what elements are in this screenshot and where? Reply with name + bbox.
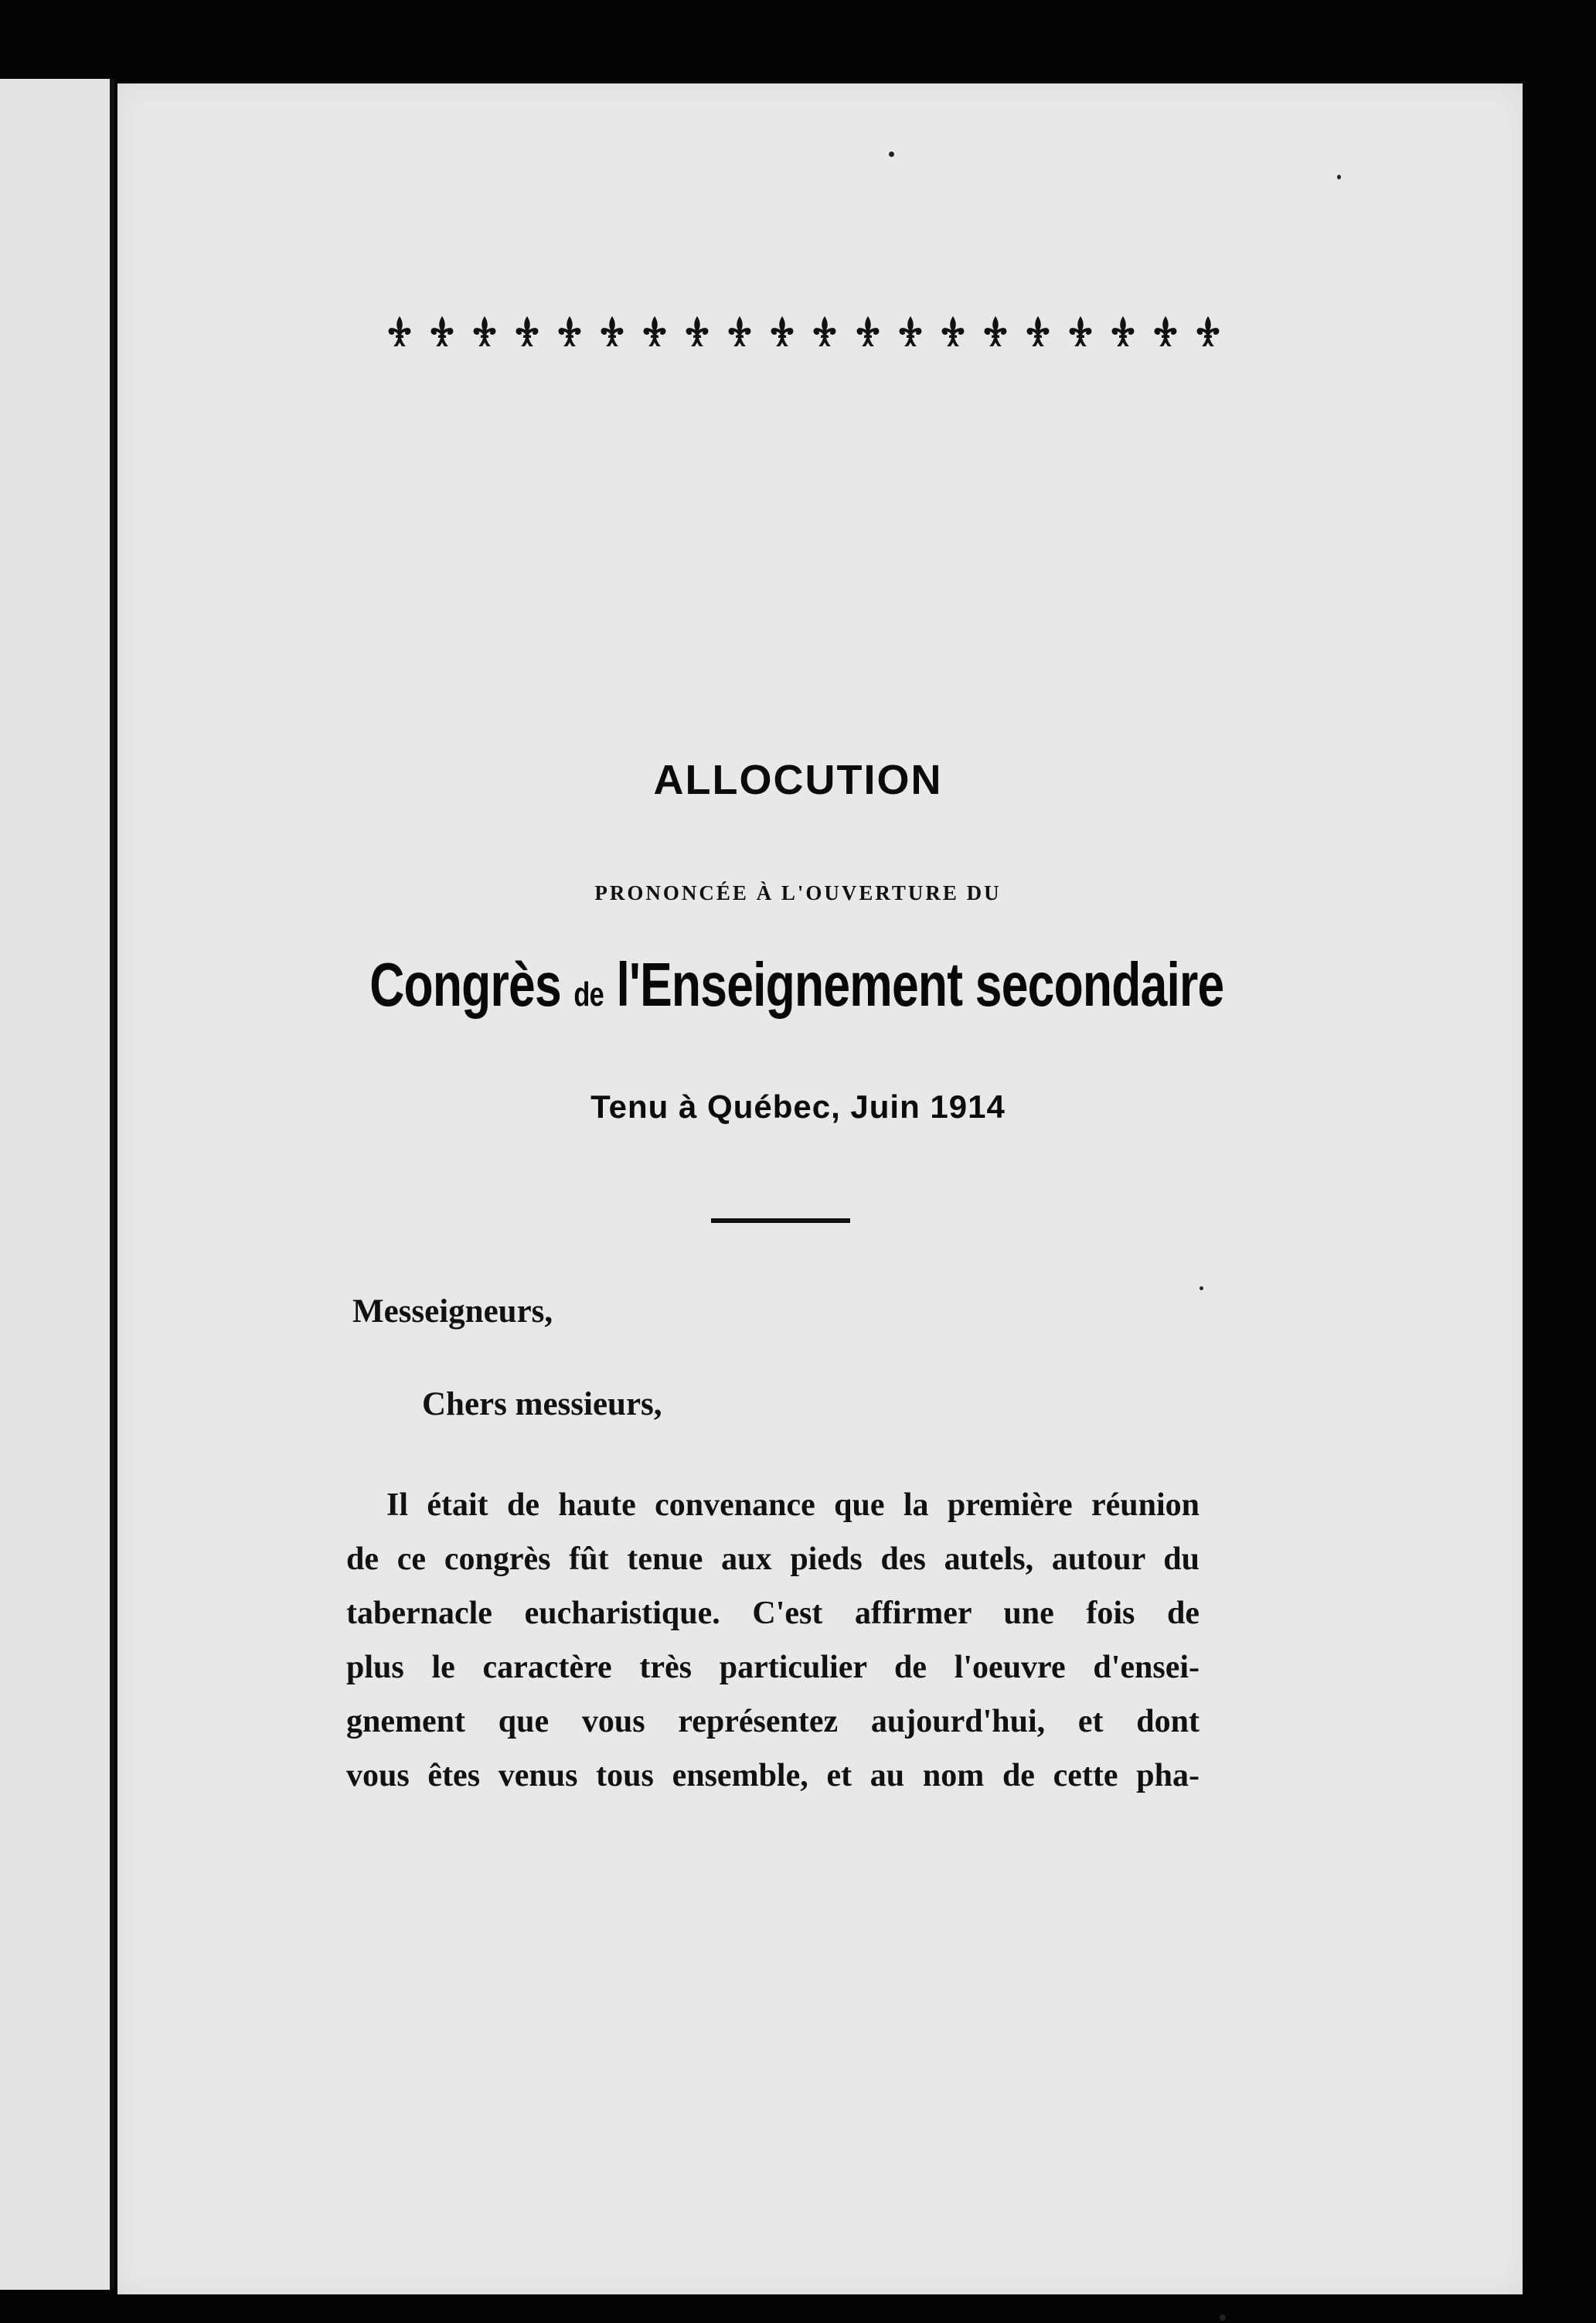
fleur-de-lis-icon (1195, 315, 1221, 350)
paragraph-line: vous êtes venus tous ensemble, et au nom de cette pha- (346, 1758, 1200, 1793)
fleur-de-lis-ornament-row (386, 309, 1221, 356)
fleur-de-lis-icon (812, 315, 838, 350)
document-subtitle: PRONONCÉE À L'OUVERTURE DU (594, 881, 1002, 904)
headline-small-word: de (573, 976, 604, 1013)
document-title: ALLOCUTION (653, 757, 943, 803)
dust-speck (1220, 2314, 1226, 2321)
paragraph-line: tabernacle eucharistique. C'est affirmer une fois de (346, 1596, 1200, 1631)
fleur-de-lis-icon (1067, 315, 1094, 350)
congress-headline (175, 949, 1420, 1020)
headline-part-1: Congrès (369, 950, 574, 1019)
fleur-de-lis-icon (1110, 315, 1136, 350)
fleur-de-lis-icon (940, 315, 966, 350)
fleur-de-lis-icon (1152, 315, 1179, 350)
dust-speck (1337, 175, 1341, 179)
fleur-de-lis-icon (1025, 315, 1051, 350)
fleur-de-lis-icon (769, 315, 795, 350)
fleur-de-lis-icon (982, 315, 1009, 350)
divider-rule (711, 1218, 850, 1223)
headline-part-2: l'Enseignement secondaire (603, 950, 1224, 1019)
place-and-date: Tenu à Québec, Juin 1914 (590, 1088, 1006, 1125)
paragraph-line: plus le caractère très particulier de l'oeuvre d'ensei- (346, 1650, 1200, 1685)
facing-page-edge (0, 79, 114, 2290)
fleur-de-lis-icon (471, 315, 498, 350)
fleur-de-lis-icon (684, 315, 710, 350)
salutation-line-1: Messeigneurs, (352, 1293, 553, 1330)
fleur-de-lis-icon (429, 315, 455, 350)
fleur-de-lis-icon (897, 315, 924, 350)
document-page (117, 83, 1523, 2294)
fleur-de-lis-icon (514, 315, 540, 350)
fleur-de-lis-icon (727, 315, 753, 350)
fleur-de-lis-icon (386, 315, 413, 350)
fleur-de-lis-icon (641, 315, 668, 350)
body-paragraph (346, 1478, 1200, 1803)
dust-speck (889, 152, 894, 157)
fleur-de-lis-icon (599, 315, 625, 350)
fleur-de-lis-icon (556, 315, 583, 350)
paragraph-line: de ce congrès fût tenue aux pieds des autels, autour du (346, 1541, 1200, 1577)
paragraph-line: gnement que vous représentez aujourd'hui, et dont (346, 1704, 1200, 1739)
salutation-line-2: Chers messieurs, (422, 1386, 662, 1422)
fleur-de-lis-icon (855, 315, 881, 350)
dust-speck (1200, 1286, 1203, 1290)
paragraph-line: Il était de haute convenance que la première réunion (386, 1487, 1200, 1523)
